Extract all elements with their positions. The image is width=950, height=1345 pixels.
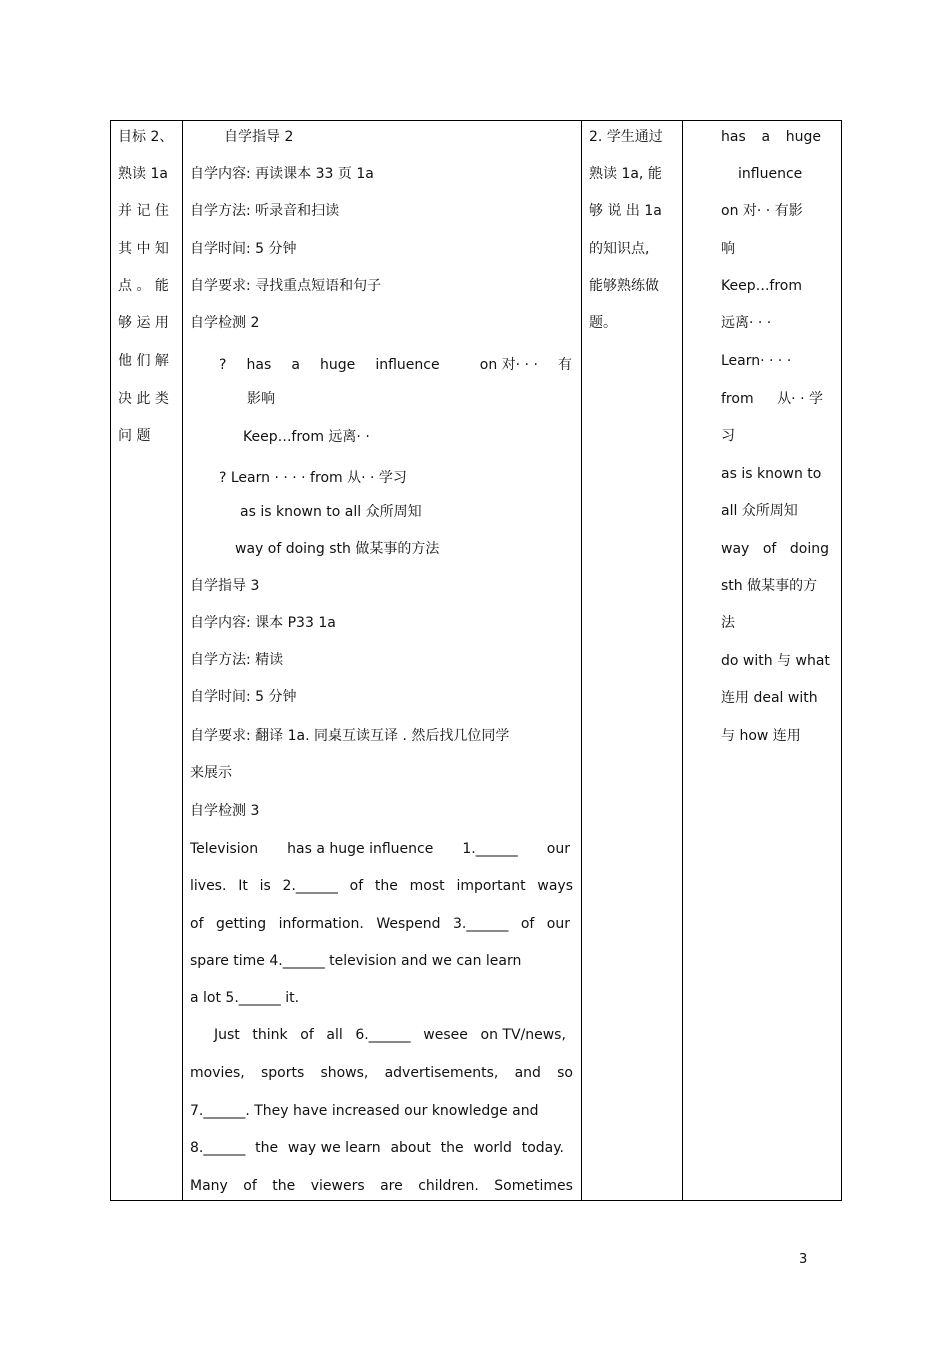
passage-blank: 2.______: [282, 878, 338, 894]
passage-word: lives.: [190, 878, 227, 894]
passage-line: [190, 1139, 564, 1157]
passage-word: getting: [215, 916, 267, 932]
outcome-line: 2. 学生通过: [589, 129, 663, 145]
test2-title: 自学检测 2: [190, 315, 260, 331]
phrase-word: on 对· · ·: [479, 357, 538, 373]
note-word: way: [721, 541, 750, 557]
passage-line: [190, 1177, 573, 1195]
passage-word: It: [238, 878, 248, 894]
passage-line: [190, 915, 570, 933]
passage-word: of: [190, 916, 204, 932]
objective-line: 其 中 知: [118, 241, 169, 257]
passage-word: movies,: [190, 1065, 245, 1081]
outcome-line: 能够熟练做: [589, 278, 659, 294]
passage-word: the: [272, 1178, 296, 1194]
passage-word: information.: [278, 916, 364, 932]
passage-blank: 1.______: [462, 841, 518, 857]
note-word: huge: [785, 129, 821, 145]
column-divider: [581, 121, 582, 1200]
phrase-item: [219, 356, 572, 374]
passage-blank: 3.______: [452, 916, 509, 932]
passage-word: today.: [521, 1140, 564, 1156]
note-line: sth 做某事的方: [721, 578, 818, 594]
note-line: all 众所周知: [721, 503, 798, 519]
note-line: as is known to: [721, 466, 822, 482]
study-method: 自学方法: 听录音和扫读: [190, 203, 340, 219]
column-divider: [682, 121, 683, 1200]
passage-word: has a huge influence: [287, 841, 434, 857]
note-line: Learn· · · ·: [721, 353, 792, 369]
passage-word: all: [326, 1027, 343, 1043]
passage-word: viewers: [310, 1178, 365, 1194]
outcome-line: 题。: [589, 315, 617, 331]
phrase-item: ? Learn · · · · from 从· · 学习: [219, 470, 407, 486]
passage-blank: 8.______: [190, 1140, 246, 1156]
passage-word: the: [440, 1140, 464, 1156]
passage-word: wesee: [423, 1027, 468, 1043]
note-word: doing: [789, 541, 829, 557]
objective-line: 点 。 能: [118, 278, 169, 294]
passage-word: sports: [260, 1065, 305, 1081]
note-line: do with 与 what: [721, 653, 830, 669]
passage-word: and: [514, 1065, 541, 1081]
phrase-item: way of doing sth 做某事的方法: [235, 541, 440, 557]
phrase-word: ?: [219, 357, 227, 373]
note-line: 远离· · ·: [721, 315, 772, 331]
guide2-title: 自学指导 2: [224, 129, 294, 145]
passage-word: Wespend: [376, 916, 441, 932]
passage-word: so: [557, 1065, 573, 1081]
study-time: 自学时间: 5 分钟: [190, 241, 297, 257]
note-line: [721, 540, 829, 558]
passage-word: on TV/news,: [480, 1027, 566, 1043]
passage-word: Sometimes: [494, 1178, 573, 1194]
passage-word: way we learn: [287, 1140, 381, 1156]
phrase-word: huge: [320, 357, 356, 373]
passage-line: [190, 1064, 573, 1082]
note-line: [721, 390, 823, 408]
passage-word: of: [520, 916, 535, 932]
test3-title: 自学检测 3: [190, 803, 260, 819]
phrase-word: has: [246, 357, 272, 373]
objective-line: 决 此 类: [118, 391, 169, 407]
objective-line: 目标 2、: [118, 129, 174, 145]
study-requirement: 自学要求: 寻找重点短语和句子: [190, 278, 382, 294]
objective-line: 熟读 1a: [118, 166, 168, 182]
passage-word: is: [259, 878, 271, 894]
passage-line: [190, 840, 570, 858]
lesson-table: [110, 120, 842, 1201]
phrase-item: as is known to all 众所周知: [240, 504, 422, 520]
study-content: 自学内容: 课本 P33 1a: [190, 615, 336, 631]
passage-line: spare time 4.______ television and we can learn: [190, 953, 522, 969]
passage-word: most: [409, 878, 445, 894]
objective-line: 够 运 用: [118, 315, 169, 331]
passage-word: advertisements,: [384, 1065, 499, 1081]
passage-word: important: [456, 878, 526, 894]
note-line: influence: [738, 166, 803, 182]
objective-line: 问 题: [118, 428, 151, 444]
passage-word: the: [255, 1140, 279, 1156]
passage-word: of: [300, 1027, 314, 1043]
column-divider: [182, 121, 183, 1200]
note-line: 与 how 连用: [721, 728, 801, 744]
passage-word: shows,: [320, 1065, 369, 1081]
passage-word: Many: [190, 1178, 228, 1194]
outcome-line: 够 说 出 1a: [589, 203, 662, 219]
passage-word: the: [374, 878, 398, 894]
note-word: a: [761, 129, 771, 145]
passage-line: a lot 5.______ it.: [190, 990, 300, 1006]
note-line: 习: [721, 428, 735, 444]
passage-line: [190, 877, 573, 895]
note-word: has: [721, 129, 746, 145]
note-word: from: [721, 391, 754, 407]
passage-word: our: [546, 916, 570, 932]
passage-word: ways: [537, 878, 573, 894]
passage-word: Just: [214, 1027, 240, 1043]
note-word: of: [762, 541, 777, 557]
passage-word: children.: [418, 1178, 479, 1194]
outcome-line: 熟读 1a, 能: [589, 166, 662, 182]
study-time: 自学时间: 5 分钟: [190, 689, 297, 705]
study-requirement: 自学要求: 翻译 1a. 同桌互读互译 . 然后找几位同学: [190, 728, 510, 744]
study-content: 自学内容: 再读课本 33 页 1a: [190, 166, 374, 182]
passage-word: of: [349, 878, 364, 894]
note-line: [721, 128, 821, 146]
note-word: 从· · 学: [777, 391, 823, 407]
phrase-item-continuation: 影响: [247, 391, 275, 407]
passage-word: Television: [190, 841, 259, 857]
passage-blank: 6.______: [355, 1027, 411, 1043]
page-number: 3: [799, 1252, 808, 1267]
passage-word: think: [252, 1027, 288, 1043]
guide3-title: 自学指导 3: [190, 578, 260, 594]
passage-word: our: [546, 841, 570, 857]
phrase-word: a: [291, 357, 300, 373]
note-line: 法: [721, 615, 735, 631]
phrase-item: Keep‥.from 远离· ·: [243, 429, 370, 445]
passage-word: of: [243, 1178, 257, 1194]
passage-word: are: [380, 1178, 403, 1194]
objective-line: 并 记 住: [118, 203, 169, 219]
note-line: on 对· · 有影: [721, 203, 803, 219]
passage-line: 7.______. They have increased our knowledge and: [190, 1103, 539, 1119]
passage-word: about: [390, 1140, 431, 1156]
note-line: 响: [721, 241, 735, 257]
passage-line: [214, 1026, 566, 1044]
phrase-word: 有: [557, 357, 572, 373]
objective-line: 他 们 解: [118, 353, 169, 369]
note-line: Keep‥.from: [721, 278, 802, 294]
note-line: 连用 deal with: [721, 690, 818, 706]
study-method: 自学方法: 精读: [190, 652, 284, 668]
study-requirement-continuation: 来展示: [190, 765, 232, 781]
phrase-word: influence: [375, 357, 440, 373]
passage-word: world: [473, 1140, 512, 1156]
outcome-line: 的知识点,: [589, 241, 650, 257]
